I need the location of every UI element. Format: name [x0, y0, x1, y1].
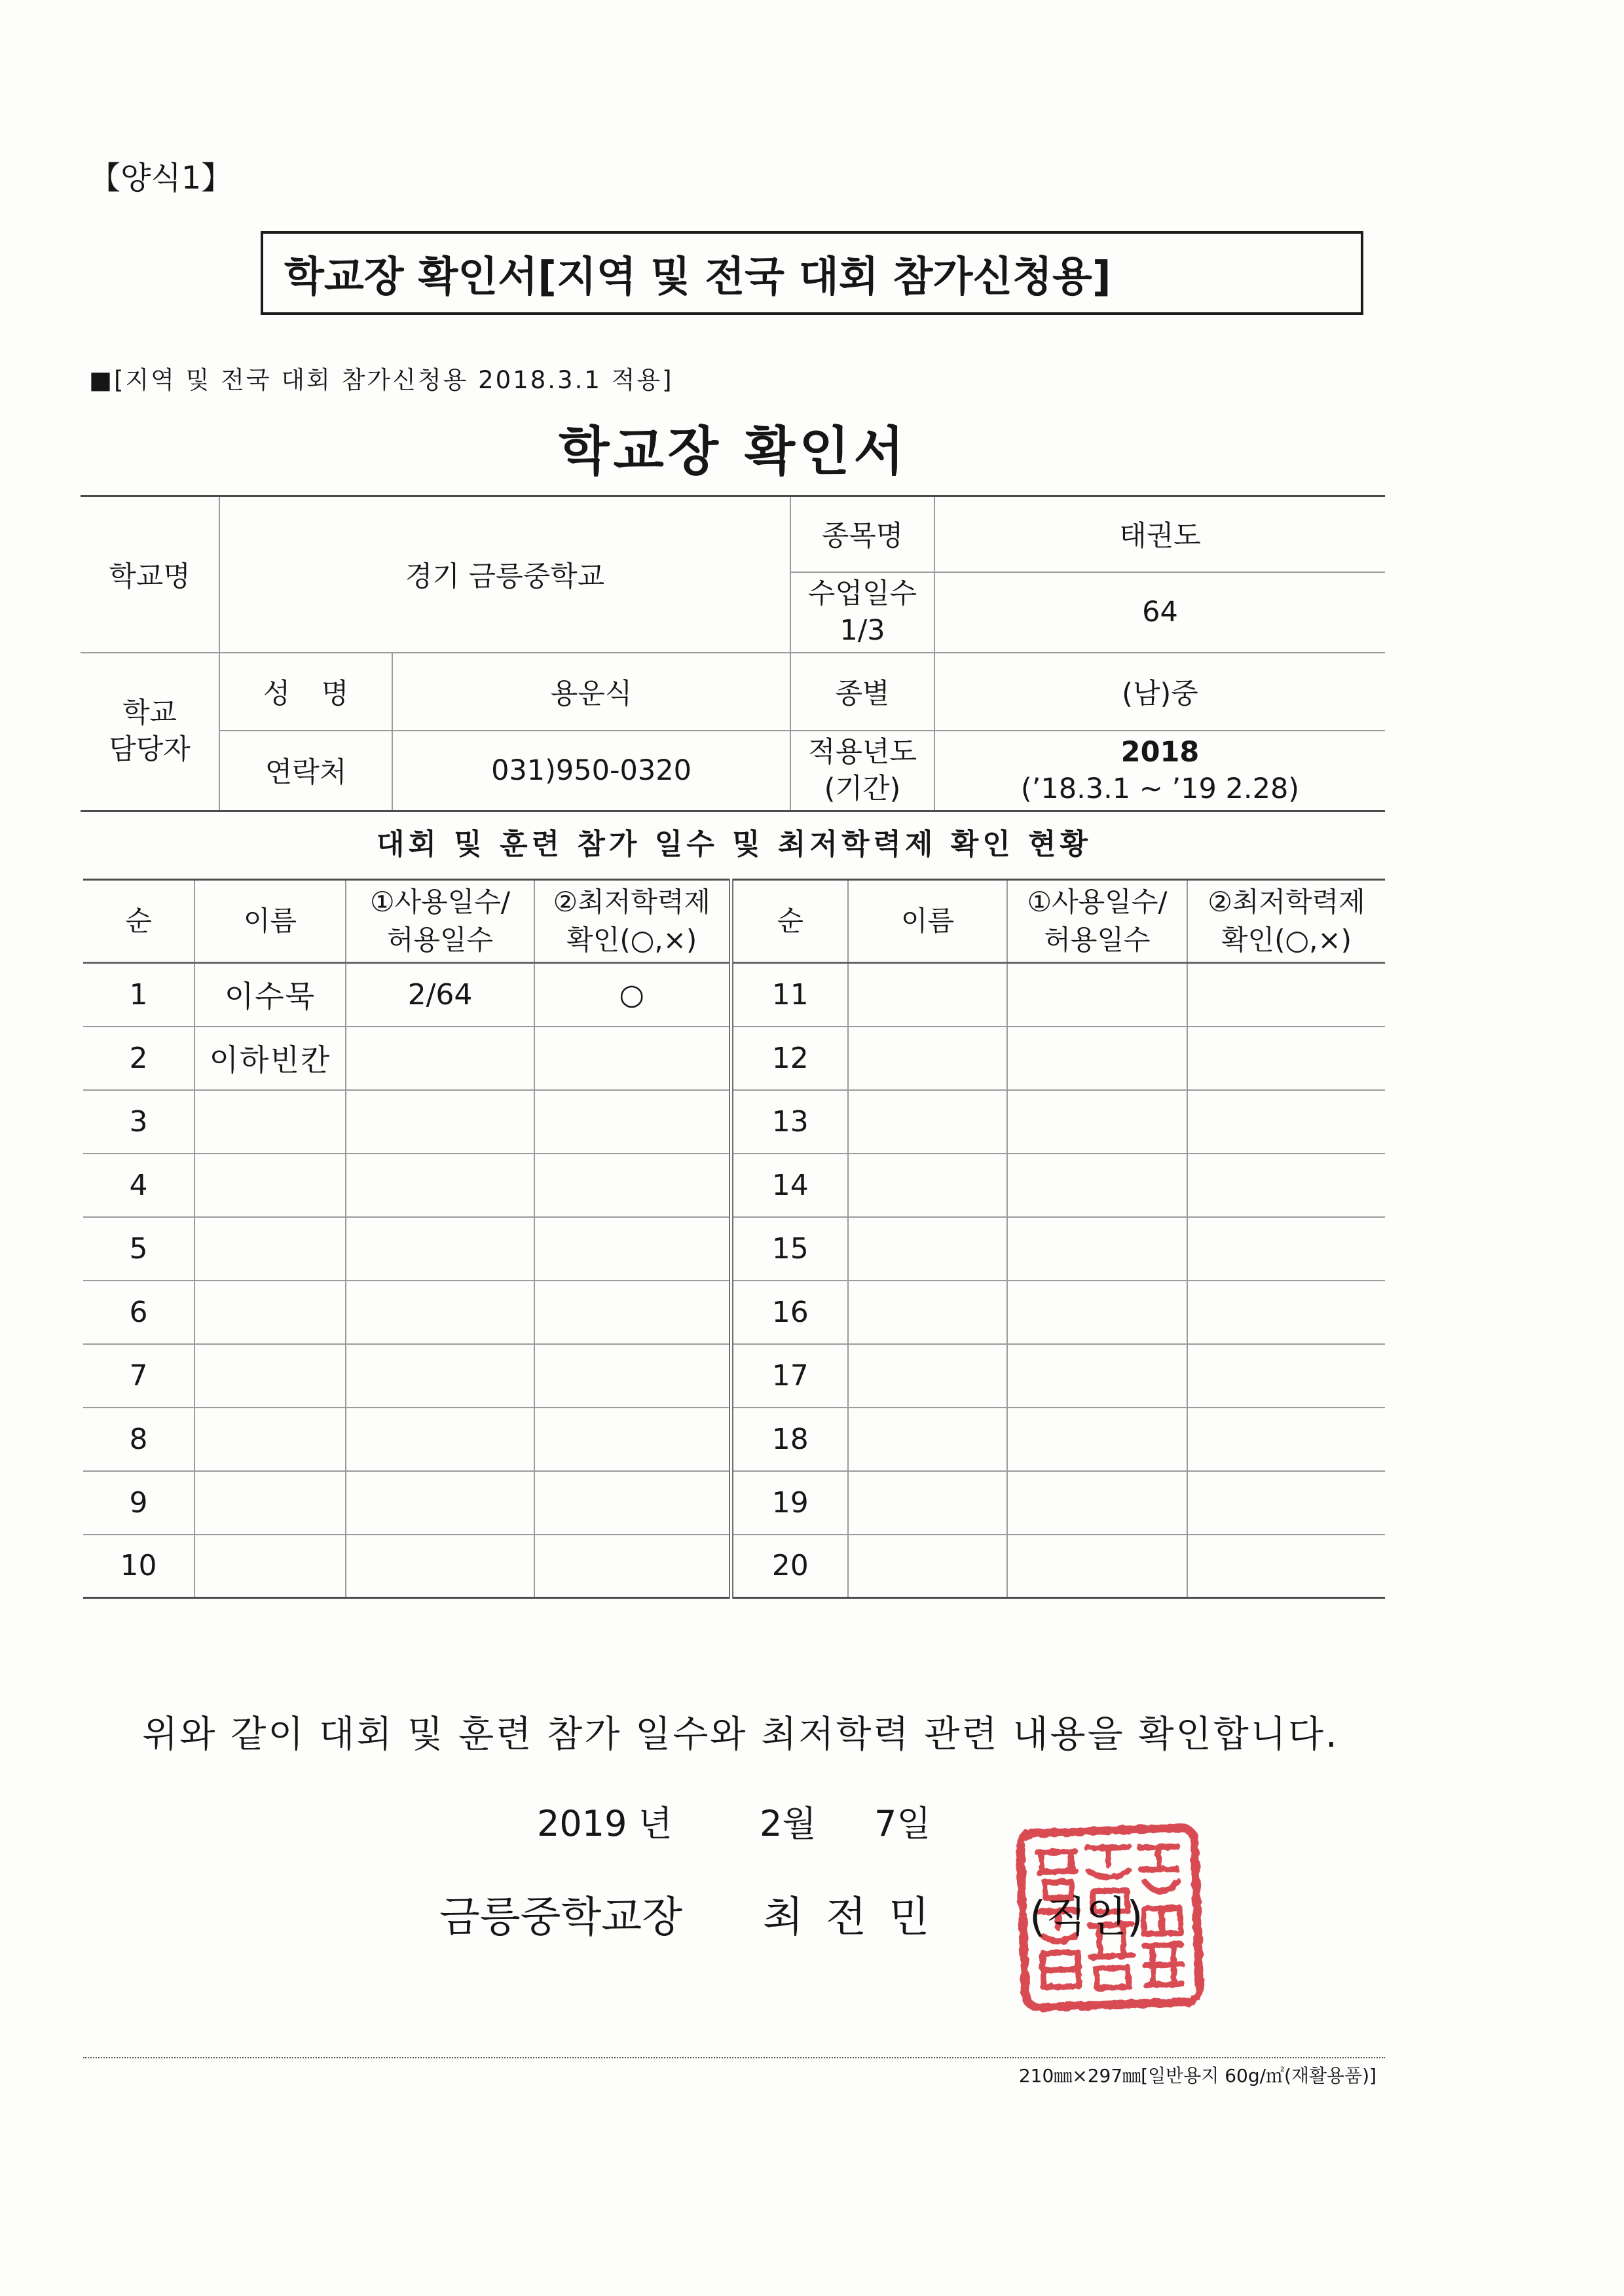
form-number-label: 【양식1】	[89, 160, 233, 196]
days-used	[1007, 1408, 1187, 1471]
min-academic-check: ○	[534, 963, 731, 1027]
min-academic-check	[534, 1281, 731, 1344]
date-month: 2월	[760, 1803, 817, 1844]
date-year: 2019 년	[537, 1803, 673, 1844]
col-header-check-line1: ②최저학력제	[1208, 886, 1365, 918]
days-used	[346, 1535, 534, 1598]
seal-graphic	[1012, 1819, 1208, 2016]
student-name	[848, 963, 1007, 1027]
col-header-check-line2: 확인(○,×)	[1221, 924, 1352, 956]
col-header-no: 순	[731, 880, 848, 963]
row-no: 7	[83, 1344, 194, 1408]
contact-value: 031)950-0320	[392, 731, 790, 811]
student-name	[848, 1344, 1007, 1408]
signer-title: 금릉중학교장	[439, 1893, 682, 1942]
min-academic-check	[534, 1217, 731, 1281]
days-used	[346, 1281, 534, 1344]
days-used	[1007, 1344, 1187, 1408]
apply-year-label-line2: (기간)	[824, 772, 901, 805]
apply-year-label-line1: 적용년도	[807, 735, 917, 769]
table-row	[83, 1217, 1385, 1281]
min-academic-check	[1187, 1027, 1385, 1090]
days-used	[346, 1344, 534, 1408]
category-value: (남)중	[934, 653, 1385, 731]
school-name-value: 경기 금릉중학교	[219, 496, 790, 653]
days-used	[346, 1154, 534, 1217]
days-used: 2/64	[346, 963, 534, 1027]
table-row	[83, 1281, 1385, 1344]
student-name	[194, 1471, 346, 1535]
student-name	[848, 1281, 1007, 1344]
application-note: ■[지역 및 전국 대회 참가신청용 2018.3.1 적용]	[89, 366, 674, 394]
col-header-days-line1: ①사용일수/	[1027, 886, 1168, 918]
sport-label: 종목명	[790, 496, 934, 572]
student-name: 이하빈칸	[194, 1027, 346, 1090]
days-used	[1007, 1027, 1187, 1090]
sport-value: 태권도	[934, 496, 1385, 572]
row-no: 15	[731, 1217, 848, 1281]
header-row	[83, 880, 1385, 963]
row-no: 16	[731, 1281, 848, 1344]
min-academic-check	[534, 1344, 731, 1408]
page-title: 학교장 확인서	[559, 421, 908, 482]
days-used	[1007, 1471, 1187, 1535]
table-row	[81, 731, 1385, 811]
row-no: 14	[731, 1154, 848, 1217]
min-academic-check	[1187, 1408, 1385, 1471]
status-heading: 대회 및 훈련 참가 일수 및 최저학력제 확인 현황	[376, 828, 1092, 861]
days-used	[1007, 963, 1187, 1027]
apply-period: (’18.3.1 ~ ’19 2.28)	[1020, 772, 1300, 805]
row-no: 11	[731, 963, 848, 1027]
col-header-days-line2: 허용일수	[386, 924, 494, 956]
student-name	[194, 1344, 346, 1408]
min-academic-check	[534, 1090, 731, 1154]
table-row	[83, 1344, 1385, 1408]
student-name	[194, 1281, 346, 1344]
row-no: 1	[83, 963, 194, 1027]
paper-spec-footer: 210㎜×297㎜[일반용지 60g/㎡(재활용품)]	[1018, 2065, 1376, 2086]
student-name	[848, 1471, 1007, 1535]
min-academic-check	[534, 1535, 731, 1598]
table-row	[83, 1154, 1385, 1217]
col-header-no: 순	[83, 880, 194, 963]
min-academic-check	[534, 1408, 731, 1471]
student-name	[848, 1090, 1007, 1154]
row-no: 8	[83, 1408, 194, 1471]
manager-label-line1: 학교	[122, 697, 177, 730]
student-name	[848, 1217, 1007, 1281]
manager-name-value: 용운식	[392, 653, 790, 731]
min-academic-check	[1187, 1535, 1385, 1598]
category-label: 종별	[790, 653, 934, 731]
days-used	[1007, 1090, 1187, 1154]
table-row	[83, 1535, 1385, 1598]
date-day: 7일	[874, 1803, 931, 1844]
row-no: 3	[83, 1090, 194, 1154]
row-no: 10	[83, 1535, 194, 1598]
col-header-days-line1: ①사용일수/	[369, 886, 511, 918]
table-row	[83, 1027, 1385, 1090]
table-row	[83, 1090, 1385, 1154]
student-name	[848, 1408, 1007, 1471]
min-academic-check	[1187, 1471, 1385, 1535]
student-name	[194, 1408, 346, 1471]
days-used	[1007, 1281, 1187, 1344]
student-name	[848, 1535, 1007, 1598]
min-academic-check	[1187, 1344, 1385, 1408]
table-row	[81, 653, 1385, 731]
seal-label: (직인)	[1029, 1893, 1143, 1942]
manager-name-label: 성 명	[219, 653, 392, 731]
seal-lettering-strokes	[1036, 1845, 1182, 1990]
row-no: 20	[731, 1535, 848, 1598]
col-header-check	[534, 880, 731, 963]
table-row	[83, 1471, 1385, 1535]
apply-year-value	[934, 731, 1385, 811]
days-used	[346, 1471, 534, 1535]
days-used	[346, 1090, 534, 1154]
student-name	[194, 1154, 346, 1217]
contact-label: 연락처	[219, 731, 392, 811]
col-header-days	[1007, 880, 1187, 963]
student-name: 이수묵	[194, 963, 346, 1027]
days-used	[346, 1217, 534, 1281]
days-used	[346, 1027, 534, 1090]
class-days-value: 64	[934, 572, 1385, 653]
col-header-name: 이름	[194, 880, 346, 963]
col-header-days	[346, 880, 534, 963]
row-no: 9	[83, 1471, 194, 1535]
manager-label	[81, 653, 219, 811]
row-no: 19	[731, 1471, 848, 1535]
col-header-check-line1: ②최저학력제	[553, 886, 710, 918]
days-used	[1007, 1154, 1187, 1217]
class-days-label-line1: 수업일수	[807, 577, 917, 610]
class-days-label-line2: 1/3	[840, 614, 885, 647]
row-no: 12	[731, 1027, 848, 1090]
min-academic-check	[1187, 1281, 1385, 1344]
apply-year: 2018	[1120, 735, 1200, 769]
row-no: 18	[731, 1408, 848, 1471]
min-academic-check	[1187, 1090, 1385, 1154]
days-used	[1007, 1535, 1187, 1598]
table-row	[81, 496, 1385, 572]
student-name	[848, 1027, 1007, 1090]
min-academic-check	[1187, 1154, 1385, 1217]
student-name	[194, 1535, 346, 1598]
apply-year-label	[790, 731, 934, 811]
student-name	[848, 1154, 1007, 1217]
school-info-table	[81, 495, 1385, 812]
row-no: 13	[731, 1090, 848, 1154]
title-box	[261, 231, 1363, 315]
min-academic-check	[534, 1471, 731, 1535]
col-header-name: 이름	[848, 880, 1007, 963]
signer-name: 최 전 민	[763, 1893, 930, 1942]
class-days-label	[790, 572, 934, 653]
confirmation-statement: 위와 같이 대회 및 훈련 참가 일수와 최저학력 관련 내용을 확인합니다.	[142, 1713, 1339, 1756]
table-row	[83, 1408, 1385, 1471]
title-box-text: 학교장 확인서[지역 및 전국 대회 참가신청용]	[284, 252, 1111, 301]
min-academic-check	[1187, 963, 1385, 1027]
col-header-days-line2: 허용일수	[1044, 924, 1151, 956]
min-academic-check	[534, 1027, 731, 1090]
school-name-label: 학교명	[81, 496, 219, 653]
row-no: 4	[83, 1154, 194, 1217]
row-no: 2	[83, 1027, 194, 1090]
days-used	[1007, 1217, 1187, 1281]
manager-label-line2: 담당자	[109, 733, 191, 767]
col-header-check	[1187, 880, 1385, 963]
student-name	[194, 1090, 346, 1154]
table-row	[83, 963, 1385, 1027]
row-no: 5	[83, 1217, 194, 1281]
participation-status-table	[83, 879, 1385, 1599]
min-academic-check	[534, 1154, 731, 1217]
row-no: 17	[731, 1344, 848, 1408]
student-name	[194, 1217, 346, 1281]
days-used	[346, 1408, 534, 1471]
min-academic-check	[1187, 1217, 1385, 1281]
col-header-check-line2: 확인(○,×)	[566, 924, 697, 956]
official-seal	[1012, 1819, 1208, 2016]
row-no: 6	[83, 1281, 194, 1344]
footer-divider	[83, 2057, 1385, 2058]
